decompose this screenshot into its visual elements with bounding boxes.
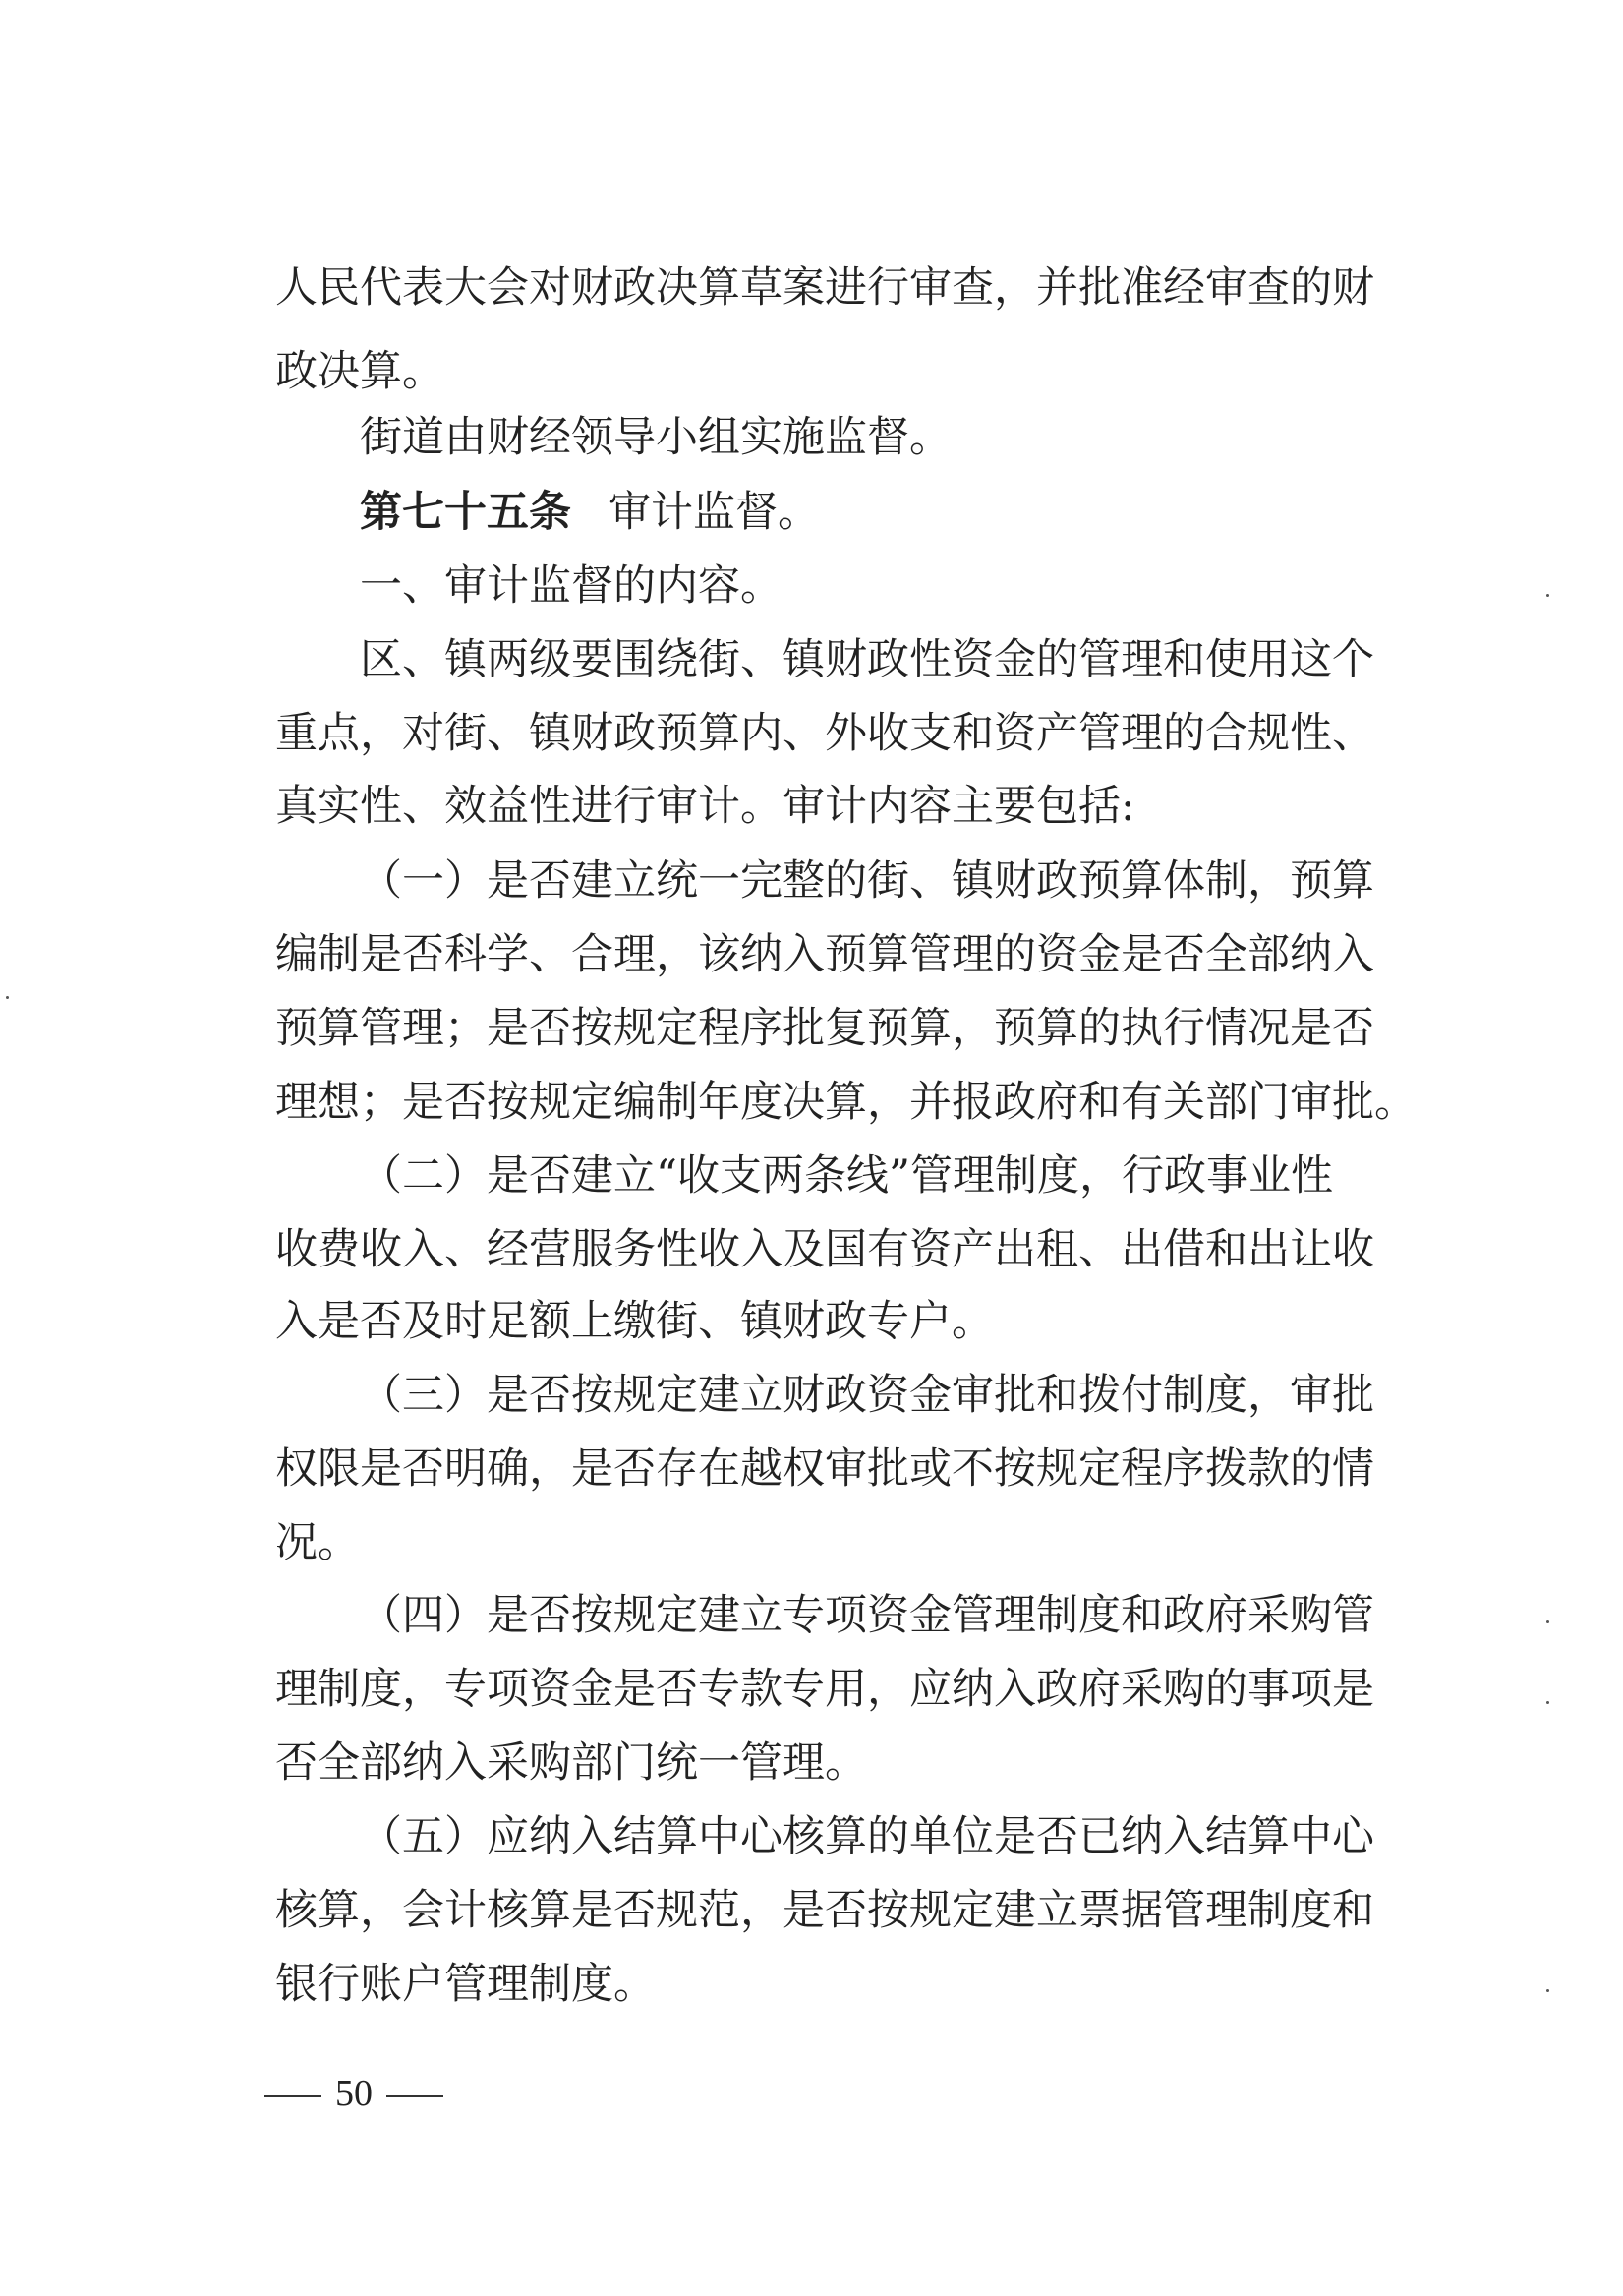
section-heading: 一、审计监督的内容。 (360, 561, 783, 611)
scan-speck (1546, 1989, 1549, 1992)
text-line: 收费收入、经营服务性收入及国有资产出租、出借和出让收 (275, 1225, 1374, 1274)
text-line: 政决算。 (275, 347, 444, 396)
page-number (0, 2072, 708, 2115)
text-line: 入是否及时足额上缴街、镇财政专户。 (275, 1297, 994, 1346)
scan-speck (1546, 1620, 1549, 1623)
text-line: （四）是否按规定建立专项资金管理制度和政府采购管 (360, 1591, 1374, 1640)
page-number-dash-right (386, 2095, 443, 2097)
text-line: 人民代表大会对财政决算草案进行审查，并批准经审查的财 (275, 264, 1374, 313)
text-line: 况。 (275, 1518, 360, 1567)
scan-speck (1546, 594, 1549, 597)
article-title: 审计监督。 (609, 488, 820, 537)
scan-speck (6, 996, 9, 999)
text-line: 编制是否科学、合理，该纳入预算管理的资金是否全部纳入 (275, 930, 1374, 979)
text-line: （一）是否建立统一完整的街、镇财政预算体制，预算 (360, 856, 1374, 906)
text-line: 重点，对街、镇财政预算内、外收支和资产管理的合规性、 (275, 709, 1374, 758)
text-line: 核算，会计核算是否规范，是否按规定建立票据管理制度和 (275, 1886, 1374, 1935)
text-line: 否全部纳入采购部门统一管理。 (275, 1738, 867, 1788)
text-line: 理想；是否按规定编制年度决算，并报政府和有关部门审批。 (275, 1078, 1417, 1127)
article-label: 第七十五条 (360, 488, 571, 537)
text-line: 区、镇两级要围绕街、镇财政性资金的管理和使用这个 (360, 635, 1374, 684)
text-line: 街道由财经领导小组实施监督。 (360, 413, 952, 462)
article-heading (360, 488, 820, 537)
text-line: （五）应纳入结算中心核算的单位是否已纳入结算中心 (360, 1812, 1374, 1861)
text-line: （二）是否建立“收支两条线”管理制度，行政事业性 (360, 1151, 1333, 1201)
text-line: 银行账户管理制度。 (275, 1960, 656, 2009)
text-line: 预算管理；是否按规定程序批复预算，预算的执行情况是否 (275, 1004, 1374, 1053)
page-number-dash-left (264, 2095, 321, 2097)
text-line: 权限是否明确，是否存在越权审批或不按规定程序拨款的情 (275, 1444, 1374, 1494)
text-line: （三）是否按规定建立财政资金审批和拨付制度，审批 (360, 1371, 1374, 1420)
scan-speck (1546, 1701, 1549, 1704)
page-number-value: 50 (335, 2073, 373, 2114)
text-line: 理制度，专项资金是否专款专用，应纳入政府采购的事项是 (275, 1665, 1374, 1714)
text-line: 真实性、效益性进行审计。审计内容主要包括: (275, 782, 1135, 831)
